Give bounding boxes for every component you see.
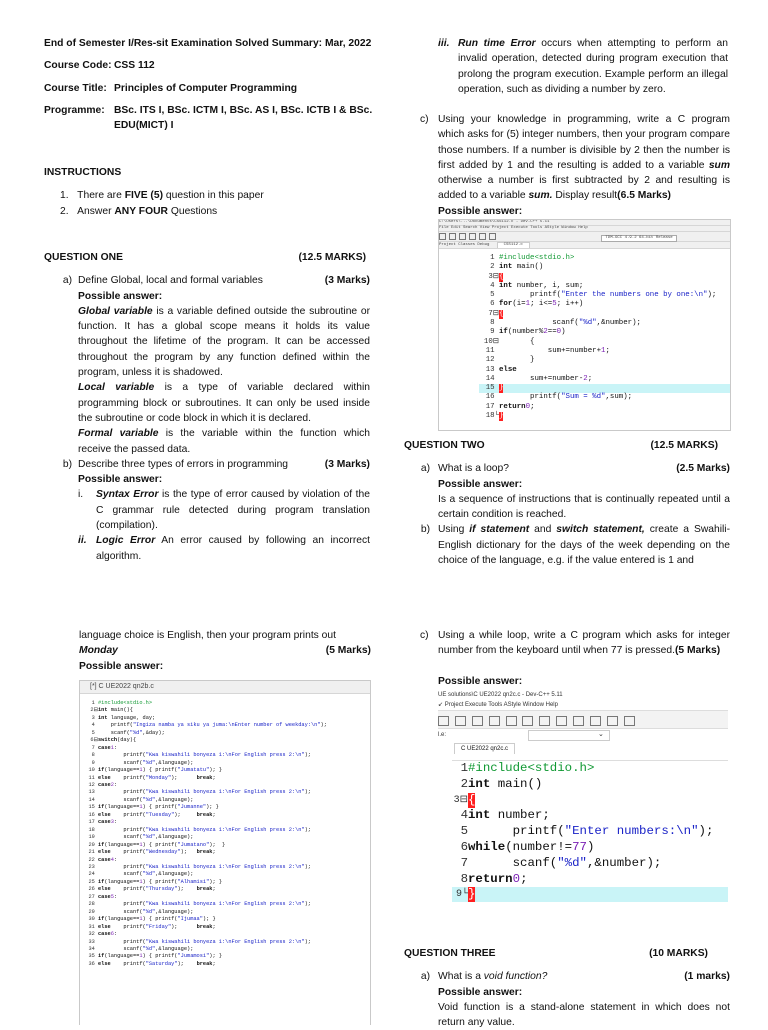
q2-a-marks: (2.5 Marks) bbox=[676, 463, 730, 475]
q2-heading: QUESTION TWO bbox=[404, 440, 485, 451]
compile-icon[interactable] bbox=[522, 716, 533, 726]
local-variable-def: Local variable is a type of variable declared within programming block or subroutines. It can only be used inside the subroutine or code block in which it is declared. bbox=[78, 382, 370, 424]
ide-title: UE solutions\C UE2022 qn2c.c - Dev-C++ 5.11 bbox=[438, 692, 563, 698]
question-two bbox=[404, 438, 730, 568]
q1-b-question: Describe three types of errors in programming bbox=[78, 458, 289, 470]
grid-icon[interactable] bbox=[556, 716, 567, 726]
close-icon[interactable] bbox=[607, 716, 618, 726]
instructions-list bbox=[44, 188, 374, 219]
programme-row bbox=[44, 103, 374, 134]
course-title: Principles of Computer Programming bbox=[114, 82, 298, 94]
q1-part-a bbox=[44, 273, 370, 457]
exam-title: End of Semester I/Res-sit Examination Solved Summary: Mar, 2022 bbox=[44, 38, 372, 49]
programme-line2: EDU(MICT) I bbox=[114, 120, 174, 132]
code-editor: 1 #include<stdio.h> 2 int main() 3⊟ { 4 int number; 5 printf( "Enter numbers:\n" ); 6 while (number!= 77 ) 7 scanf( "%d" ,&number); 8 return 0 ; 9└ } bbox=[452, 760, 728, 902]
q2-marks: (12.5 MARKS) bbox=[650, 440, 718, 451]
grid-icon[interactable] bbox=[573, 716, 584, 726]
ide-title: C:\Users\...\Documents\CSS112.c - Dev-C++ 5.11 bbox=[439, 220, 730, 226]
course-title-label: Course Title: bbox=[44, 82, 107, 94]
loop-definition: Is a sequence of instructions that is continually repeated until a certain condition is reached. bbox=[438, 493, 730, 521]
undo-icon[interactable] bbox=[455, 716, 466, 726]
ide-toolbar bbox=[439, 232, 730, 242]
possible-answer-label: Possible answer: bbox=[79, 660, 164, 672]
instructions bbox=[44, 165, 374, 219]
programme bbox=[114, 103, 372, 134]
code-editor: 1 #include<stdio.h> 2⊟ int main(){ 3 int language, day; 4 printf( "Ingiza namba ya siku ya juma:\nEnter number of weekday:\n" ); 5 scanf( "%d" ,&day); 6⊟ switch (day){ 7 case 1 : 8 printf( "Kwa kiswahili bonyeza 1:\nFor English press 2:\n" ); 9 scanf( "%d" ,&language); 10 if (language== 1 ) { printf( "Jumatatu" ); } 11 else printf( "Monday" ); break ; 12 case 2 : 13 printf( "Kwa kiswahili bonyeza 1:\nFor English press 2:\n" ); 14 scanf( "%d" ,&language); 15 if (language== 1 ) { printf( "Jumanne" ); } 16 else printf( "Tuesday" ); break ; 17 case 3 : 18 printf( "Kwa kiswahili bonyeza 1:\nFor English press 2:\n" ); 19 scanf( "%d" ,&language); 20 if (language== 1 ) { printf( "Jumatano" ); } 21 else printf( "Wednesday" ); break ; 22 case 4 : 23 printf( "Kwa kiswahili bonyeza 1:\nFor English press 2:\n" ); 24 scanf( "%d" ,&language); 25 if (language== 1 ) { printf( "Alhamisi" ); } 26 else printf( "Thursday" ); break ; 27 case 5 : 28 printf( "Kwa kiswahili bonyeza 1:\nFor English press 2:\n" ); 29 scanf( "%d" ,&language); 30 if (language== 1 ) { printf( "Ijumaa" ); } 31 else printf( "Friday" ); break ; 32 case 6 : 33 printf( "Kwa kiswahili bonyeza 1:\nFor English press 2:\n" ); 34 scanf( "%d" ,&language); 35 if (language== 1 ) { printf( "Jumamosi" ); } 36 else printf( "Saturday" ); break ; bbox=[88, 700, 327, 967]
q2-a-question: What is a loop? bbox=[438, 463, 509, 475]
q3-heading: QUESTION THREE bbox=[404, 948, 496, 959]
q2-b-continuation bbox=[79, 628, 371, 674]
q3-heading-row bbox=[404, 946, 730, 961]
instruction-item: 1. There are FIVE (5) question in this paper bbox=[60, 190, 264, 202]
run-time-error-item: iii. Run time Error occurs when attempting to perform an invalid operation, detected during program execution that prolong the program execution. Example perform an illegal operation, such as dividing a number by zero. bbox=[438, 36, 728, 97]
search-icon[interactable] bbox=[472, 716, 483, 726]
run-icon[interactable] bbox=[539, 716, 550, 726]
code-screenshot-q1c bbox=[438, 219, 731, 431]
possible-answer-label: Possible answer: bbox=[438, 478, 523, 490]
q1-a-marks: (3 Marks) bbox=[324, 275, 370, 287]
possible-answer-label: Possible answer: bbox=[78, 474, 163, 486]
debug-icon[interactable] bbox=[624, 716, 635, 726]
q1-iii-label: iii. bbox=[438, 38, 450, 49]
q1-c-label: c) bbox=[420, 114, 429, 125]
course-code-row bbox=[44, 58, 374, 73]
scope-select[interactable]: l.e: ⌄ bbox=[438, 729, 728, 741]
q3-a-label: a) bbox=[420, 971, 430, 983]
check-icon[interactable] bbox=[590, 716, 601, 726]
file-tab[interactable]: [*] C UE2022 qn2b.c bbox=[80, 681, 370, 694]
document-header bbox=[44, 36, 374, 133]
question-three bbox=[404, 946, 730, 1030]
possible-answer-label: Possible answer: bbox=[438, 676, 523, 687]
ide-menu: File Edit Search View Project Execute Tools AStyle Window Help bbox=[439, 226, 730, 232]
q1-b-marks: (3 Marks) bbox=[324, 458, 370, 470]
possible-answer-label: Possible answer: bbox=[438, 205, 523, 217]
q3-a-question: What is a void function? bbox=[438, 971, 548, 983]
instructions-heading: INSTRUCTIONS bbox=[44, 167, 122, 178]
code-screenshot-q2c bbox=[438, 690, 728, 902]
file-tab[interactable]: C UE2022 qn2c.c bbox=[454, 743, 515, 754]
code-editor: 1 #include<stdio.h> 2 int main() 3⊟ { 4 int number, i, sum; 5 printf( "Enter the numbers one by one:\n" ); 6 for (i= 1 ; i<= 5 ; i++) 7⊟ { 8 scanf( "%d" ,&number); 9 if (number% 2 == 0 ) 10⊟ { 11 sum+=number+ 1 ; 12 } 13 else 14 sum+=number- 2 ; 15 } 16 printf( "Sum = %d" ,sum); 17 return 0 ; 18└ } bbox=[479, 254, 730, 421]
q1-heading-row bbox=[44, 250, 370, 265]
programme-label: Programme: bbox=[44, 104, 105, 116]
course-code: CSS 112 bbox=[114, 60, 155, 72]
course-title-row bbox=[44, 81, 374, 96]
code-screenshot-q2b bbox=[79, 680, 371, 1025]
course-code-label: Course Code: bbox=[44, 60, 112, 72]
q1-heading: QUESTION ONE bbox=[44, 252, 123, 263]
q1-part-c bbox=[420, 112, 730, 219]
question-one bbox=[44, 250, 370, 564]
ide-menu: ↙ Project Execute Tools AStyle Window Help bbox=[438, 702, 558, 708]
q2-heading-row bbox=[404, 438, 730, 453]
q2-b-cont-text: language choice is English, then your program prints out bbox=[79, 630, 336, 641]
q2-part-b bbox=[404, 522, 730, 568]
q3-a-marks: (1 marks) bbox=[684, 971, 730, 983]
q1-c-question: Using your knowledge in programming, write a C program which asks for (5) integer numbers, then your program compare those numbers. If a number is divisible by 2 then the number is first added by 1 and the resulting is added to a variable sum otherwise a number is first subtracted by 2 and resulting is added to a variable sum. Display result(6.5 Marks) bbox=[438, 114, 730, 202]
programme-line1: BSc. ITS I, BSc. ICTM I, BSc. AS I, BSc. ICTB I & BSc. bbox=[114, 104, 373, 116]
q2-b-question: Using if statement and switch statement, create a Swahili-English dictionary for the days of the week depending on the choice of the language, e.g. if the value entered is 1 and bbox=[438, 524, 731, 567]
q2-c-question: Using a while loop, write a C program which asks for integer number from the keyboard until when 77 is pressed.(5 Marks) bbox=[438, 630, 730, 657]
q2-b-label: b) bbox=[420, 524, 430, 536]
indent-icon[interactable] bbox=[506, 716, 517, 726]
chevron-down-icon[interactable]: ⌄ bbox=[598, 731, 604, 738]
logic-error-item: ii. Logic Error An error caused by following an incorrect algorithm. bbox=[78, 535, 370, 562]
q2-a-label: a) bbox=[420, 463, 430, 475]
q1-part-b bbox=[44, 457, 370, 564]
instruction-item: 2. Answer ANY FOUR Questions bbox=[60, 205, 218, 217]
void-function-definition: Void function is a stand-alone statement in which does not return any value. bbox=[438, 1001, 730, 1029]
monday-word: Monday bbox=[79, 645, 118, 657]
print-icon[interactable] bbox=[438, 716, 449, 726]
q3-part-a bbox=[404, 969, 730, 1030]
ide-tabbar bbox=[438, 743, 728, 754]
file-tab[interactable]: CSS112.c bbox=[497, 242, 530, 248]
possible-answer-label: Possible answer: bbox=[78, 290, 163, 302]
q2-b-marks: (5 Marks) bbox=[325, 645, 371, 657]
global-variable-def: Global variable is a variable defined outside the subroutine or function. It has a global scope means it holds its value throughout the lifetime of the program. It can be accessed throughout the program by any function defined within the program, unless it is shadowed. bbox=[78, 305, 371, 379]
replace-icon[interactable] bbox=[489, 716, 500, 726]
q1-a-label: a) bbox=[62, 275, 72, 287]
q3-marks: (10 MARKS) bbox=[649, 948, 708, 959]
q1-a-question: Define Global, local and formal variables bbox=[78, 275, 263, 287]
q1-marks: (12.5 MARKS) bbox=[298, 252, 366, 263]
q1-b-label: b) bbox=[62, 458, 72, 470]
ide-panel-tabs: Project Classes Debug CSS112.c bbox=[439, 242, 730, 249]
possible-answer-label: Possible answer: bbox=[438, 986, 523, 998]
formal-variable-def: Formal variable is the variable within the function which receive the passed data. bbox=[78, 428, 370, 455]
q2-part-a bbox=[404, 461, 730, 522]
syntax-error-item: i. Syntax Error is the type of error caused by violation of the C grammar rule detected during program translation (compilation). bbox=[78, 489, 370, 532]
ide-toolbar bbox=[438, 710, 728, 729]
compiler-select[interactable]: TDM-GCC 4.9.2 64-bit Release bbox=[601, 235, 676, 242]
q2-c-label: c) bbox=[420, 630, 429, 641]
q2-part-c bbox=[420, 628, 730, 659]
